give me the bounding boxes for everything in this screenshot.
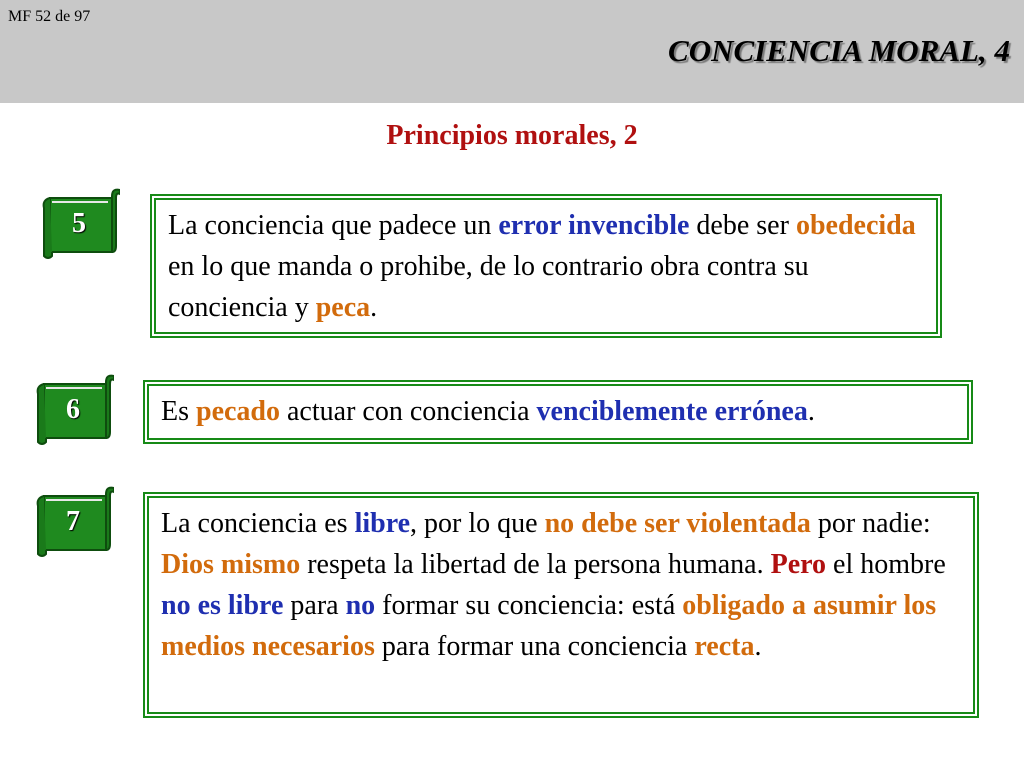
principle-number: 6 xyxy=(66,394,80,425)
emphasis-text: recta xyxy=(694,631,755,662)
principle-number: 5 xyxy=(72,208,86,239)
emphasis-text: error invencible xyxy=(498,210,690,241)
emphasis-text: no debe ser violentada xyxy=(544,508,811,539)
principle-text xyxy=(168,210,916,323)
emphasis-text: peca xyxy=(315,292,371,323)
principle-text xyxy=(161,396,815,427)
text-segment: respeta la libertad de la persona humana. xyxy=(300,549,771,580)
emphasis-text: venciblemente errónea xyxy=(536,396,808,427)
text-segment: La conciencia que padece un xyxy=(168,210,499,241)
text-segment: para xyxy=(283,590,346,621)
principle-box-5 xyxy=(150,194,942,338)
page-counter: MF 52 de 97 xyxy=(8,8,91,25)
emphasis-text: no xyxy=(345,590,376,621)
scroll-badge-6 xyxy=(34,372,114,448)
principle-number: 7 xyxy=(66,506,80,537)
text-segment: . xyxy=(370,292,378,323)
emphasis-text: pecado xyxy=(196,396,280,427)
emphasis-text: obligado a asumir los medios necesarios xyxy=(161,590,937,662)
text-segment: . xyxy=(807,396,815,427)
text-segment: actuar con conciencia xyxy=(280,396,537,427)
emphasis-text: Dios mismo xyxy=(161,549,301,580)
emphasis-text: obedecida xyxy=(795,210,916,241)
text-segment: en lo que manda o prohibe, de lo contrario obra contra su conciencia y xyxy=(168,251,809,323)
emphasis-text: no es libre xyxy=(161,590,284,621)
text-segment: . xyxy=(754,631,762,662)
emphasis-text: Pero xyxy=(770,549,827,580)
text-segment: formar su conciencia: está xyxy=(375,590,683,621)
text-segment: debe ser xyxy=(689,210,796,241)
section-subtitle: Principios morales, 2 xyxy=(386,120,638,151)
text-segment: por nadie: xyxy=(810,508,931,539)
page-title: CONCIENCIA MORAL, 4 xyxy=(668,33,1010,68)
principle-box-6 xyxy=(143,380,973,444)
text-segment: , por lo que xyxy=(410,508,545,539)
text-segment: Es xyxy=(161,396,196,427)
principle-text xyxy=(161,508,946,662)
emphasis-text: libre xyxy=(354,508,411,539)
text-segment: La conciencia es xyxy=(161,508,355,539)
scroll-badge-5 xyxy=(40,186,120,262)
scroll-badge-7 xyxy=(34,484,114,560)
header-bar xyxy=(0,0,1024,103)
principle-box-7 xyxy=(143,492,979,718)
text-segment: para formar una conciencia xyxy=(374,631,695,662)
text-segment: el hombre xyxy=(826,549,946,580)
